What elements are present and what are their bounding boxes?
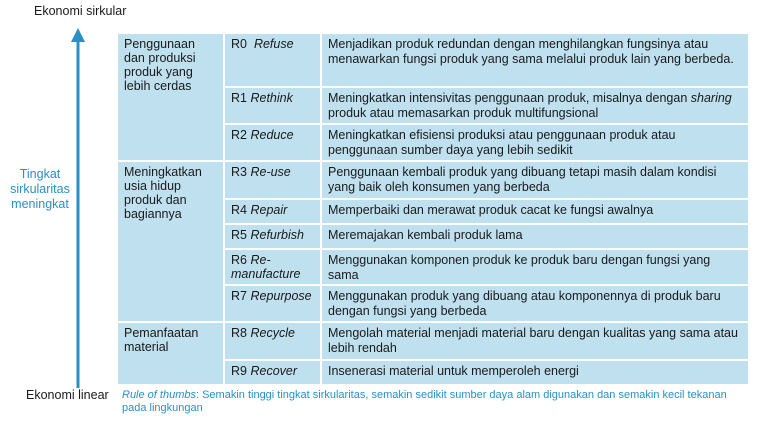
strategy-code-r6: R6 Re-manufacture <box>225 250 322 284</box>
strategy-desc-r3: Penggunaan kembali produk yang dibuang tetapi masih dalam kondisi yang baik oleh konsumen yang berbeda <box>322 162 748 198</box>
strategy-desc-r7: Menggunakan produk yang dibuang atau komponennya di produk baru dengan fungsi yang berbeda <box>322 286 748 321</box>
strategy-code-r9: R9 Recover <box>225 361 322 384</box>
strategy-desc-r9: Insenerasi material untuk memperoleh energi <box>322 361 748 384</box>
strategy-desc-r8: Mengolah material menjadi material baru dengan kualitas yang sama atau lebih rendah <box>322 323 748 359</box>
r-strategy-table <box>118 34 748 384</box>
category-extend-lifespan: Meningkatkan usia hidup produk dan bagiannya <box>118 162 225 321</box>
strategy-code-r1: R1 Rethink <box>225 88 322 123</box>
strategy-desc-r5: Meremajakan kembali produk lama <box>322 225 748 248</box>
circular-economy-label: Ekonomi sirkular <box>34 4 127 18</box>
strategy-desc-r1: Meningkatkan intensivitas penggunaan produk, misalnya dengan sharing produk atau memasarkan produk multifungsional <box>322 88 748 123</box>
rule-of-thumb-note: Rule of thumbs: Semakin tinggi tingkat sirkularitas, semakin sedikit sumber daya alam digunakan dan semakin kecil tekanan pada lingkungan <box>122 389 727 414</box>
strategy-desc-r0: Menjadikan produk redundan dengan menghilangkan fungsinya atau menawarkan fungsi produk yang sama melalui produk lain yang berbeda. <box>322 34 748 86</box>
strategy-code-r4: R4 Repair <box>225 200 322 223</box>
linear-economy-label: Ekonomi linear <box>26 388 109 402</box>
strategy-code-r7: R7 Repurpose <box>225 286 322 321</box>
strategy-desc-r6: Menggunakan komponen produk ke produk baru dengan fungsi yang sama <box>322 250 748 284</box>
strategy-code-r0: R0 Refuse <box>225 34 322 86</box>
strategy-code-r8: R8 Recycle <box>225 323 322 359</box>
category-material-use: Pemanfaatan material <box>118 323 225 384</box>
strategy-code-r3: R3 Re-use <box>225 162 322 198</box>
strategy-code-r5: R5 Refurbish <box>225 225 322 248</box>
circularity-axis-label: Tingkat sirkularitas meningkat <box>10 167 70 211</box>
strategy-desc-r4: Memperbaiki dan merawat produk cacat ke fungsi awalnya <box>322 200 748 223</box>
strategy-code-r2: R2 Reduce <box>225 125 322 160</box>
strategy-desc-r2: Meningkatkan efisiensi produksi atau penggunaan produk atau penggunaan sumber daya yang lebih sedikit <box>322 125 748 160</box>
category-smarter-use: Penggunaan dan produksi produk yang lebih cerdas <box>118 34 225 160</box>
